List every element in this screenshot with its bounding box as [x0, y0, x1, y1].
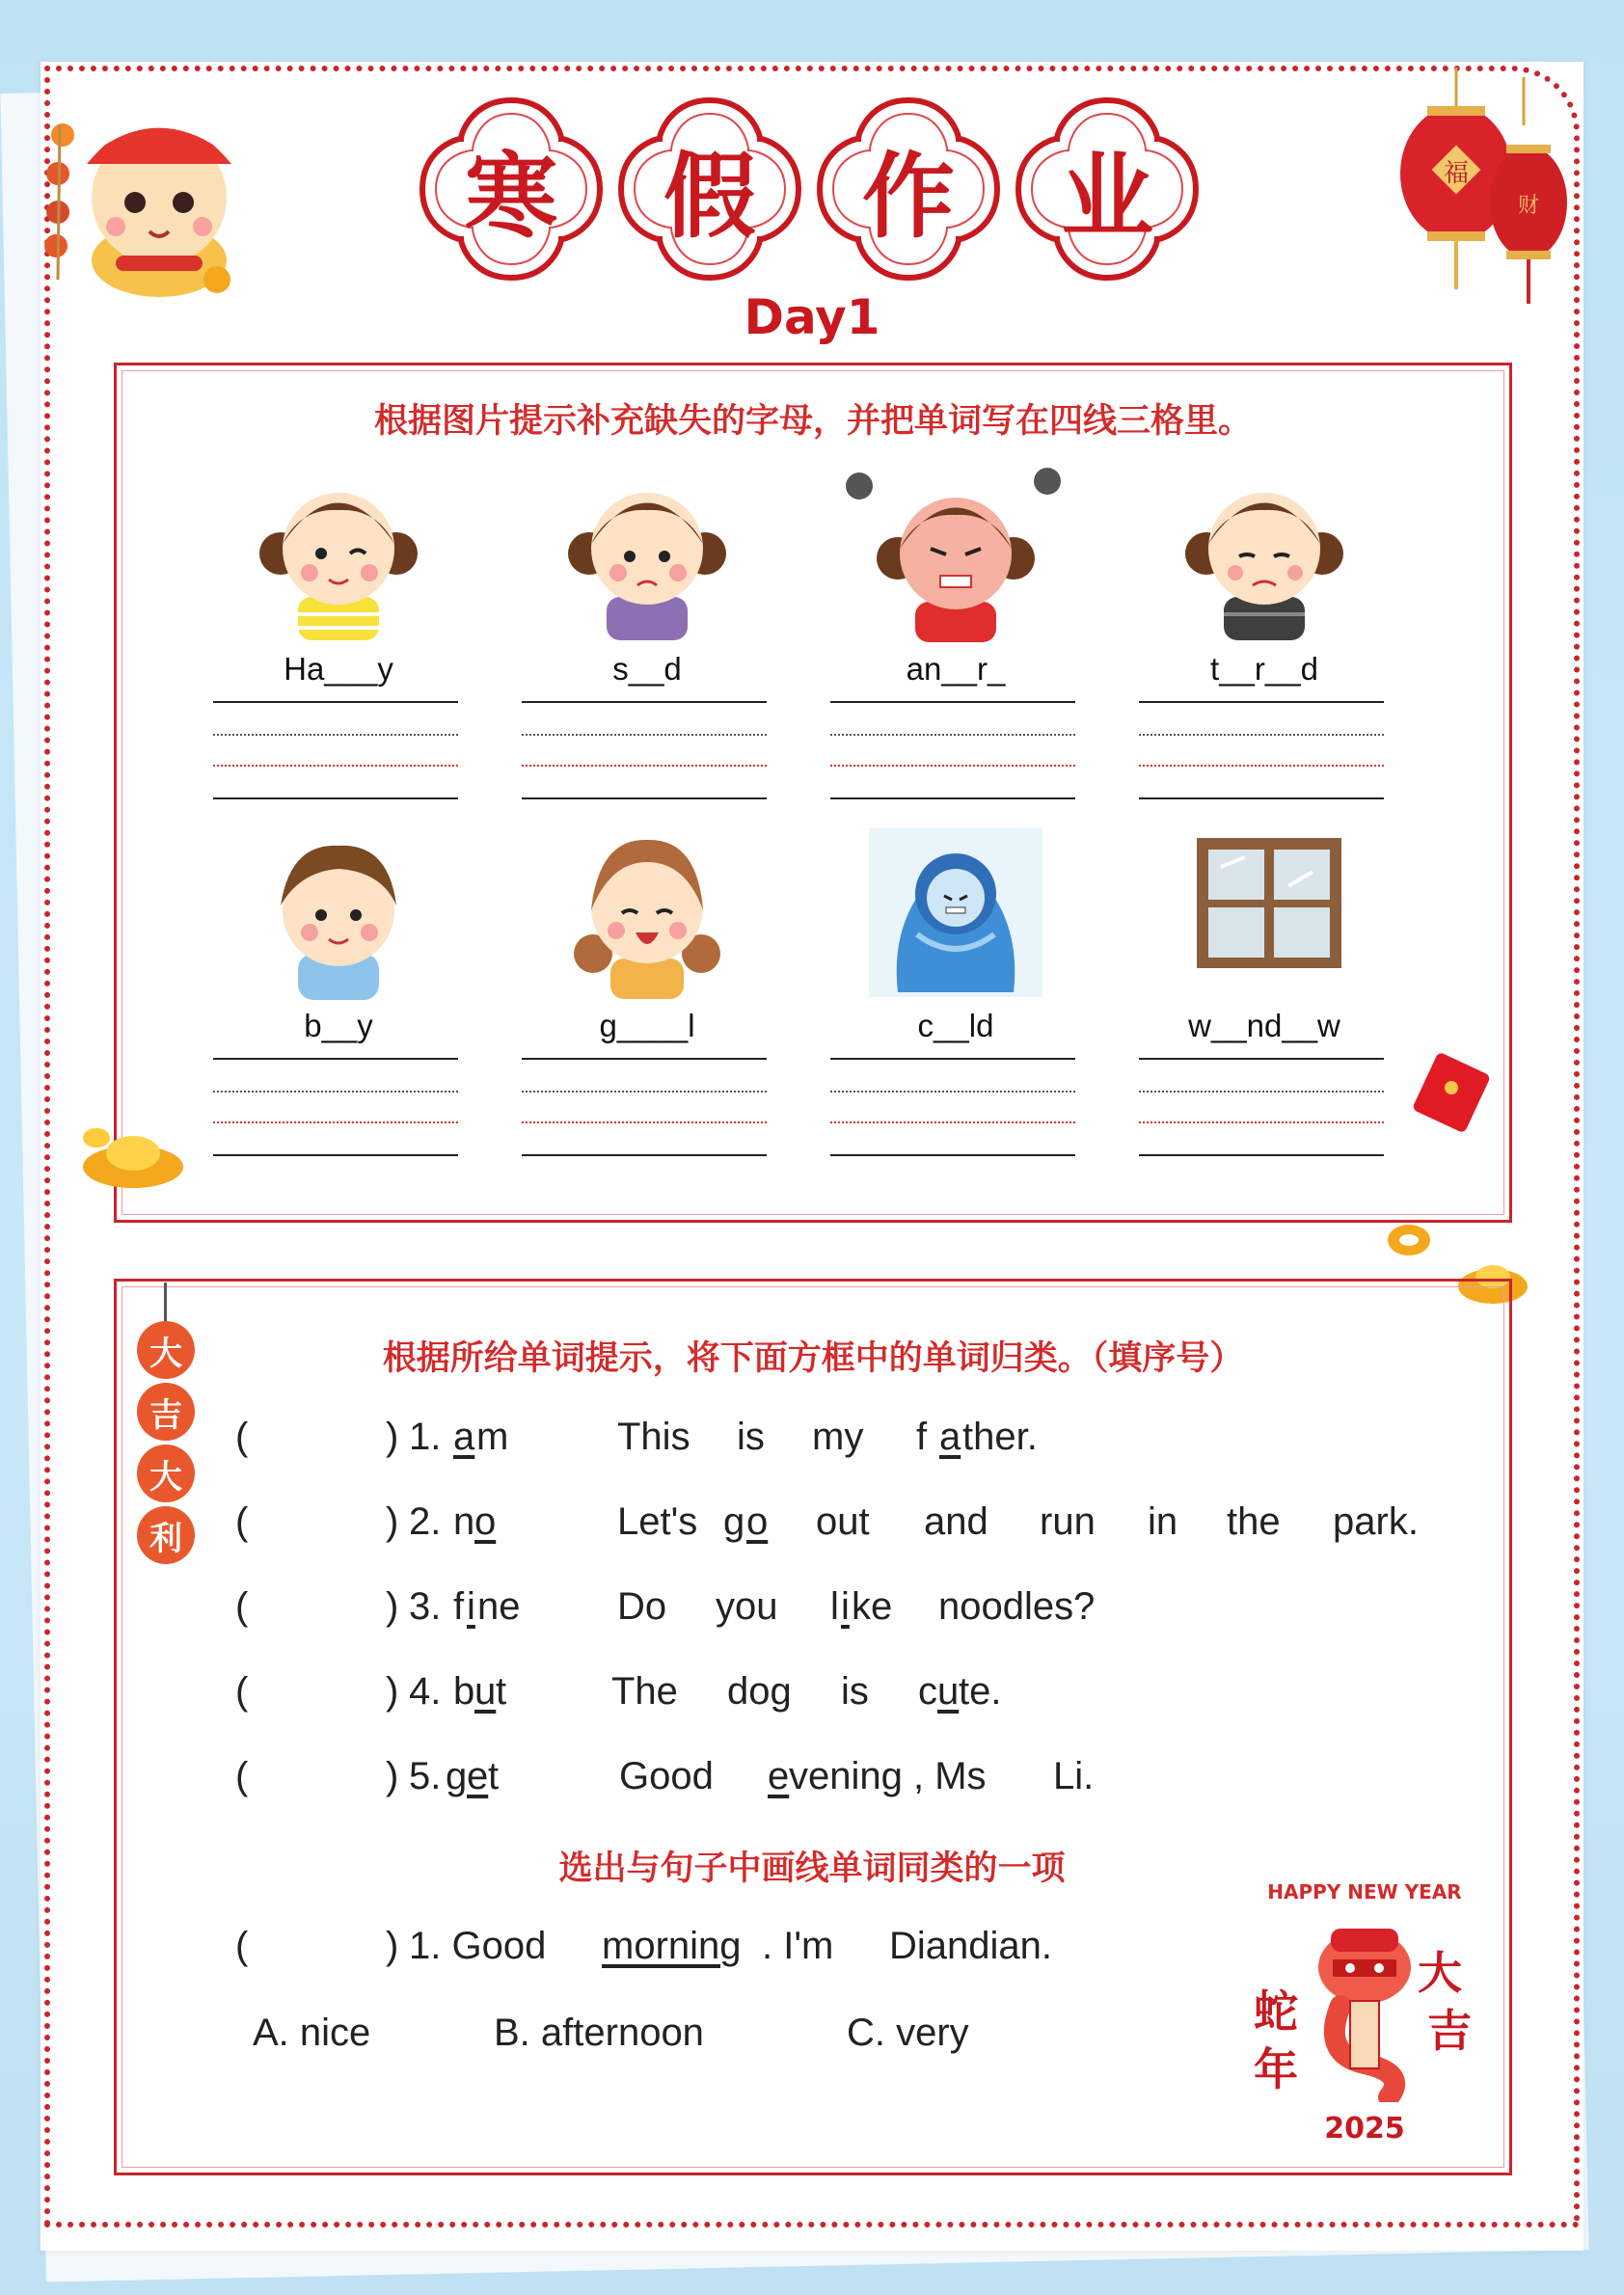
tired-girl-icon [1139, 462, 1390, 645]
boy-icon [213, 819, 464, 1002]
row-number: 2. [409, 1500, 442, 1543]
key-word: t [496, 1670, 507, 1713]
four-line-grid[interactable] [830, 1058, 1075, 1158]
key-letter: a [453, 1416, 475, 1458]
open-paren: ( [235, 1585, 249, 1628]
question-text: . I'm [762, 1925, 834, 1967]
open-paren: ( [235, 1500, 249, 1543]
open-paren: ( [235, 1755, 249, 1797]
sentence-word: run [1040, 1500, 1096, 1543]
four-line-grid[interactable] [213, 1058, 458, 1158]
four-line-grid[interactable] [1139, 701, 1384, 801]
title-char: 作 [862, 141, 955, 251]
section1-instruction: 根据图片提示补充缺失的字母，并把单词写在四线三格里。 [373, 402, 1252, 441]
row-number: 3. [409, 1585, 442, 1628]
sentence-word: is [737, 1416, 765, 1458]
sentence-word: out [816, 1500, 870, 1543]
answer-blank[interactable] [278, 1755, 384, 1801]
four-line-grid[interactable] [830, 701, 1075, 801]
sentence-word: noodles? [938, 1585, 1096, 1628]
close-paren: ) [386, 1670, 399, 1713]
red-envelope-icon [1408, 1049, 1495, 1136]
close-paren: ) [386, 1585, 399, 1628]
gold-ingot-icon [75, 1117, 191, 1194]
key-word: ne [477, 1585, 521, 1628]
day-label: Day1 [744, 289, 880, 345]
section2-instruction: 根据所给单词提示，将下面方框中的单词归类。（填序号） [382, 1339, 1244, 1378]
missing-letter-word: g____l [599, 1008, 695, 1043]
sentence-word: Let's [617, 1500, 698, 1543]
badge-year: 2025 [1324, 2112, 1405, 2146]
svg-text:福: 福 [1443, 159, 1470, 188]
question-text: Diandian. [889, 1925, 1053, 1967]
sentence-word: vening , Ms [789, 1755, 987, 1797]
missing-letter-word: t__r__d [1210, 651, 1318, 687]
happy-girl-icon [213, 462, 464, 645]
title-char: 业 [1061, 141, 1153, 251]
four-line-grid[interactable] [522, 1058, 767, 1158]
row-number: 5. [409, 1755, 442, 1797]
question-text: 1. Good [409, 1925, 547, 1967]
sentence-word: Good [619, 1755, 714, 1797]
svg-text:财: 财 [1517, 194, 1540, 218]
missing-letter-word: Ha___y [284, 651, 393, 687]
badge-char: 年 [1254, 2043, 1298, 2095]
sentence-word: and [924, 1500, 988, 1543]
four-line-grid[interactable] [213, 701, 458, 801]
sentence-word: Li. [1053, 1755, 1095, 1797]
answer-blank[interactable] [278, 1670, 384, 1716]
key-word: f [453, 1585, 465, 1628]
option-b[interactable]: B. afternoon [494, 2012, 704, 2054]
missing-letter-word: b__y [304, 1008, 373, 1043]
sentence-word: Do [617, 1585, 667, 1628]
missing-letter-word: an__r_ [906, 651, 1006, 687]
window-icon [1139, 819, 1390, 1002]
underlined-letter: i [841, 1585, 850, 1628]
fortune-banner [137, 1282, 195, 1572]
title-char: 寒 [465, 141, 557, 251]
sentence-word: ke [852, 1585, 893, 1628]
key-word: g [446, 1755, 468, 1797]
banner-char: 吉 [137, 1383, 195, 1441]
answer-blank[interactable] [278, 1585, 384, 1632]
option-a[interactable]: A. nice [253, 2012, 371, 2054]
sentence-word: l [830, 1585, 839, 1628]
badge-char: 蛇 [1254, 1985, 1298, 2038]
option-c[interactable]: C. very [847, 2012, 969, 2054]
fill-letters-section [114, 363, 1512, 1223]
underlined-letter: e [768, 1755, 790, 1797]
sentence-word: g [723, 1500, 745, 1543]
gold-coin-icon [1385, 1221, 1433, 1259]
title-tile [417, 94, 606, 284]
sentence-word: This [617, 1416, 690, 1458]
open-paren: ( [235, 1925, 249, 1967]
title-tile [615, 94, 804, 284]
badge-top-text: HAPPY NEW YEAR [1267, 1880, 1462, 1904]
sentence-word: The [611, 1670, 678, 1713]
answer-blank[interactable] [278, 1925, 384, 1971]
key-letter: e [467, 1755, 489, 1797]
missing-letter-word: c__ld [917, 1008, 994, 1043]
sentence-word: te. [959, 1670, 1002, 1713]
close-paren: ) [386, 1755, 399, 1797]
sentence-word: is [841, 1670, 869, 1713]
angry-girl-icon [830, 462, 1081, 645]
key-letter: u [474, 1670, 497, 1713]
badge-char: 大 [1418, 1947, 1462, 1999]
sub-instruction: 选出与句子中画线单词同类的一项 [558, 1850, 1066, 1888]
title-row [417, 94, 1207, 287]
underlined-letter: u [937, 1670, 960, 1713]
title-char: 假 [663, 141, 756, 251]
close-paren: ) [386, 1500, 399, 1543]
title-tile [814, 94, 1003, 284]
key-word: b [453, 1670, 475, 1713]
sentence-word: dog [727, 1670, 792, 1713]
answer-blank[interactable] [278, 1500, 384, 1547]
sentence-word: in [1148, 1500, 1178, 1543]
sentence-word: the [1227, 1500, 1281, 1543]
row-number: 4. [409, 1670, 442, 1713]
key-letter: o [474, 1500, 497, 1543]
sentence-word: my [812, 1416, 864, 1458]
underlined-word: morning [602, 1925, 742, 1967]
four-line-grid[interactable] [1139, 1058, 1384, 1158]
key-letter: i [467, 1585, 475, 1628]
close-paren: ) [386, 1925, 399, 1967]
missing-letter-word: s__d [612, 651, 682, 687]
answer-blank[interactable] [278, 1416, 384, 1462]
banner-char: 利 [137, 1506, 195, 1564]
new-year-badge [1244, 1880, 1485, 2150]
missing-letter-word: w__nd__w [1188, 1008, 1340, 1043]
lanterns-icon [1389, 68, 1582, 318]
close-paren: ) [386, 1416, 399, 1458]
banner-char: 大 [137, 1321, 195, 1379]
underlined-letter: a [939, 1416, 961, 1458]
sentence-word: park. [1333, 1500, 1419, 1543]
row-number: 1. [409, 1416, 442, 1458]
girl-icon [522, 819, 772, 1002]
snake-mascot-icon [1302, 1909, 1427, 2102]
cold-child-icon [830, 819, 1081, 1002]
sentence-word: you [716, 1585, 778, 1628]
key-word: t [488, 1755, 500, 1797]
underlined-letter: o [746, 1500, 769, 1543]
sad-girl-icon [522, 462, 772, 645]
badge-char: 吉 [1427, 2005, 1472, 2057]
dragon-mascot-icon [19, 48, 260, 299]
key-word: m [476, 1416, 509, 1458]
open-paren: ( [235, 1670, 249, 1713]
title-tile [1013, 94, 1202, 284]
sentence-word: c [918, 1670, 937, 1713]
open-paren: ( [235, 1416, 249, 1458]
four-line-grid[interactable] [522, 701, 767, 801]
banner-char: 大 [137, 1444, 195, 1502]
key-word: n [453, 1500, 475, 1543]
sentence-word: f [916, 1416, 928, 1458]
sentence-word: ther. [962, 1416, 1038, 1458]
